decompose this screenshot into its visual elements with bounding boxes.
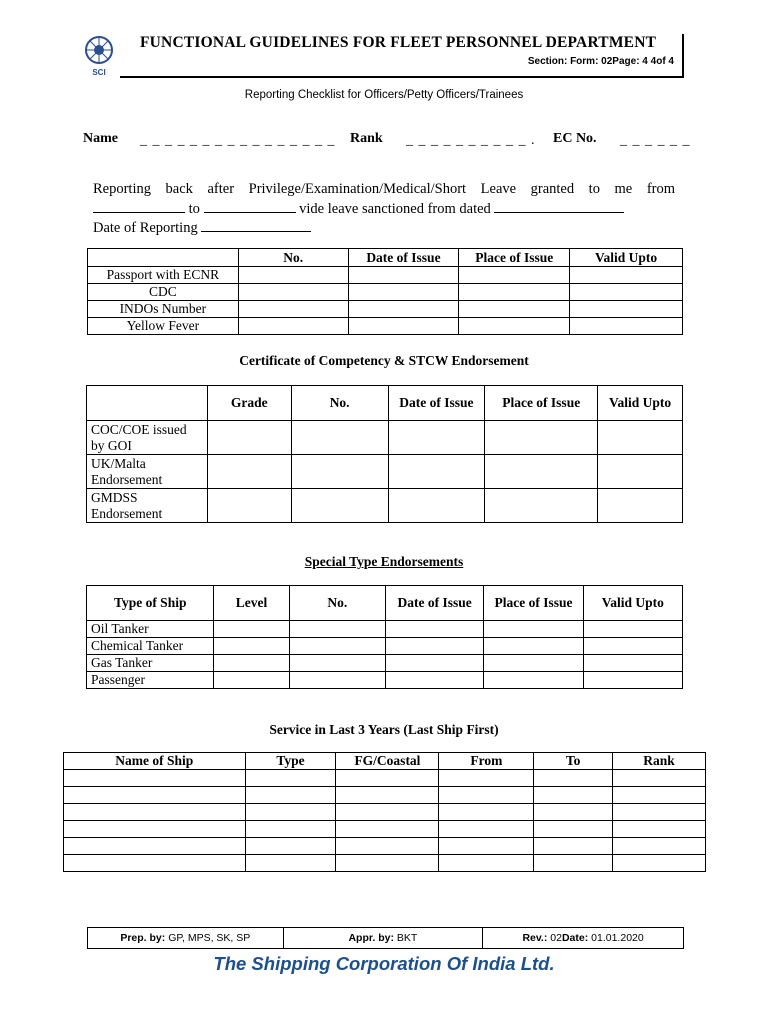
table-cell[interactable] [613, 787, 706, 804]
name-label: Name [83, 131, 118, 146]
appr-label: Appr. by: [348, 932, 394, 944]
table-cell[interactable] [207, 421, 291, 455]
table-cell[interactable] [583, 655, 682, 672]
sci-logo [78, 33, 120, 79]
table-cell[interactable] [385, 621, 483, 638]
date-label: Date: [561, 932, 589, 944]
service-header-ship: Name of Ship [64, 753, 246, 770]
table-cell[interactable] [348, 267, 459, 284]
table-cell[interactable] [534, 787, 613, 804]
table-cell[interactable] [214, 672, 289, 689]
table-row [64, 855, 706, 872]
prep-value: GP, MPS, SK, SP [168, 932, 251, 944]
special-header-valid: Valid Upto [583, 586, 682, 621]
table-cell[interactable] [289, 655, 385, 672]
rev-value: 02 [550, 932, 562, 944]
special-header-place: Place of Issue [484, 586, 583, 621]
doc-row-label: INDOs Number [88, 301, 239, 318]
reporting-paragraph [93, 181, 675, 238]
paragraph-line1: Reporting back after Privilege/Examination/Medical/Short Leave granted to me from [93, 181, 675, 197]
special-section-title: Special Type Endorsements [304, 554, 464, 569]
table-cell[interactable] [583, 672, 682, 689]
table-cell[interactable] [439, 804, 534, 821]
special-header-type: Type of Ship [87, 586, 214, 621]
table-cell[interactable] [336, 855, 439, 872]
table-row [64, 838, 706, 855]
table-cell[interactable] [289, 638, 385, 655]
from-date-blank[interactable] [93, 199, 185, 213]
table-cell[interactable] [214, 655, 289, 672]
appr-value: BKT [396, 932, 418, 944]
doc-header-date: Date of Issue [348, 249, 459, 267]
sanction-date-blank[interactable] [494, 199, 624, 213]
coc-header-valid: Valid Upto [598, 386, 683, 421]
table-cell[interactable] [388, 489, 485, 523]
table-cell[interactable] [348, 284, 459, 301]
rank-blank[interactable]: _ _ _ _ _ _ _ _ _ _ . [406, 133, 536, 148]
table-cell[interactable] [485, 489, 598, 523]
table-cell[interactable] [459, 318, 570, 335]
table-cell[interactable] [291, 421, 388, 455]
coc-header-place: Place of Issue [485, 386, 598, 421]
prep-cell [88, 928, 284, 949]
vide-text: vide leave sanctioned from dated [299, 200, 491, 217]
table-cell[interactable] [613, 804, 706, 821]
table-cell[interactable] [245, 804, 336, 821]
table-cell[interactable] [583, 638, 682, 655]
table-cell[interactable] [385, 672, 483, 689]
table-cell[interactable] [459, 301, 570, 318]
table-cell[interactable] [207, 455, 291, 489]
coc-header-no: No. [291, 386, 388, 421]
coc-header-date: Date of Issue [388, 386, 485, 421]
table-cell[interactable] [439, 821, 534, 838]
rev-cell [483, 928, 684, 949]
prep-label: Prep. by: [120, 932, 166, 944]
coc-header-blank [87, 386, 208, 421]
date-of-reporting-blank[interactable] [201, 218, 311, 232]
ec-blank[interactable]: _ _ _ _ _ _ [620, 133, 691, 148]
header-rule-vertical [682, 34, 684, 78]
table-row [64, 804, 706, 821]
paragraph-line3 [93, 218, 675, 238]
table-row [64, 821, 706, 838]
table-cell[interactable] [385, 638, 483, 655]
table-cell[interactable] [336, 838, 439, 855]
table-cell[interactable] [214, 621, 289, 638]
section-form-page: Section: Form: 02Page: 4 4of 4 [527, 56, 674, 67]
coc-row-label: COC/COE issued by GOI [87, 421, 208, 455]
table-cell[interactable] [534, 838, 613, 855]
footer-table [87, 927, 684, 949]
table-cell[interactable] [245, 787, 336, 804]
table-cell[interactable] [484, 621, 583, 638]
date-of-reporting-label: Date of Reporting [93, 220, 198, 236]
rank-label: Rank [350, 131, 383, 146]
name-blank[interactable]: _ _ _ _ _ _ _ _ _ _ _ _ _ _ _ _ [140, 133, 336, 148]
table-cell[interactable] [336, 787, 439, 804]
table-cell[interactable] [613, 855, 706, 872]
table-row [64, 787, 706, 804]
table-cell[interactable] [613, 770, 706, 787]
table-cell[interactable] [245, 855, 336, 872]
table-cell[interactable] [238, 284, 348, 301]
coc-table [86, 385, 683, 523]
document-title: FUNCTIONAL GUIDELINES FOR FLEET PERSONNEL DEPARTMENT [140, 34, 657, 51]
ec-label: EC No. [553, 131, 597, 146]
table-cell[interactable] [64, 770, 246, 787]
doc-row-label: Passport with ECNR [88, 267, 239, 284]
service-table [63, 752, 706, 872]
doc-header-no: No. [238, 249, 348, 267]
table-cell[interactable] [613, 838, 706, 855]
special-row-label: Passenger [87, 672, 214, 689]
company-name: The Shipping Corporation Of India Ltd. [213, 953, 555, 974]
table-cell[interactable] [64, 855, 246, 872]
doc-row-label: Yellow Fever [88, 318, 239, 335]
table-cell[interactable] [291, 455, 388, 489]
table-cell[interactable] [245, 770, 336, 787]
table-cell[interactable] [439, 855, 534, 872]
table-cell[interactable] [484, 638, 583, 655]
header-rule-horizontal [120, 76, 684, 78]
table-cell[interactable] [459, 284, 570, 301]
special-row-label: Chemical Tanker [87, 638, 214, 655]
table-cell[interactable] [238, 318, 348, 335]
table-cell[interactable] [289, 672, 385, 689]
table-cell[interactable] [388, 455, 485, 489]
table-cell[interactable] [439, 838, 534, 855]
coc-header-grade: Grade [207, 386, 291, 421]
special-header-no: No. [289, 586, 385, 621]
table-cell[interactable] [291, 489, 388, 523]
table-cell[interactable] [534, 804, 613, 821]
table-cell[interactable] [570, 318, 683, 335]
rev-label: Rev.: [522, 932, 548, 944]
table-cell[interactable] [484, 655, 583, 672]
table-cell[interactable] [598, 421, 683, 455]
table-cell[interactable] [238, 301, 348, 318]
table-cell[interactable] [570, 267, 683, 284]
doc-header-valid: Valid Upto [570, 249, 683, 267]
table-cell[interactable] [613, 821, 706, 838]
table-cell[interactable] [348, 301, 459, 318]
service-section-title: Service in Last 3 Years (Last Ship First) [269, 722, 499, 737]
table-cell[interactable] [238, 267, 348, 284]
doc-row-label: CDC [88, 284, 239, 301]
coc-row-label: UK/Malta Endorsement [87, 455, 208, 489]
special-row-label: Gas Tanker [87, 655, 214, 672]
table-cell[interactable] [245, 838, 336, 855]
service-header-type: Type [245, 753, 336, 770]
table-cell[interactable] [64, 787, 246, 804]
table-cell[interactable] [534, 770, 613, 787]
table-row [64, 770, 706, 787]
table-cell[interactable] [485, 455, 598, 489]
checklist-title: Reporting Checklist for Officers/Petty Officers/Trainees [244, 89, 524, 101]
table-cell[interactable] [484, 672, 583, 689]
table-cell[interactable] [459, 267, 570, 284]
special-row-label: Oil Tanker [87, 621, 214, 638]
special-header-date: Date of Issue [385, 586, 483, 621]
table-cell[interactable] [245, 821, 336, 838]
to-text: to [188, 200, 200, 217]
special-header-level: Level [214, 586, 289, 621]
coc-row-label: GMDSS Endorsement [87, 489, 208, 523]
service-header-fg: FG/Coastal [336, 753, 439, 770]
logo-text: SCI [92, 68, 106, 77]
table-cell[interactable] [214, 638, 289, 655]
table-cell[interactable] [348, 318, 459, 335]
table-cell[interactable] [336, 804, 439, 821]
table-cell[interactable] [289, 621, 385, 638]
table-cell[interactable] [439, 787, 534, 804]
table-cell[interactable] [598, 455, 683, 489]
special-table [86, 585, 683, 689]
table-cell[interactable] [388, 421, 485, 455]
to-date-blank[interactable] [204, 199, 296, 213]
table-cell[interactable] [583, 621, 682, 638]
table-cell[interactable] [598, 489, 683, 523]
table-cell[interactable] [64, 821, 246, 838]
table-cell[interactable] [485, 421, 598, 455]
doc-header-place: Place of Issue [459, 249, 570, 267]
table-cell[interactable] [385, 655, 483, 672]
table-cell[interactable] [439, 770, 534, 787]
table-cell[interactable] [336, 821, 439, 838]
paragraph-line2 [93, 199, 675, 219]
table-cell[interactable] [207, 489, 291, 523]
table-cell[interactable] [534, 821, 613, 838]
table-cell[interactable] [570, 301, 683, 318]
date-value: 01.01.2020 [591, 932, 644, 944]
doc-header-blank [88, 249, 239, 267]
table-cell[interactable] [534, 855, 613, 872]
table-cell[interactable] [570, 284, 683, 301]
table-cell[interactable] [64, 804, 246, 821]
table-cell[interactable] [336, 770, 439, 787]
service-header-rank: Rank [613, 753, 706, 770]
appr-cell [283, 928, 483, 949]
documents-table [87, 248, 683, 335]
service-header-from: From [439, 753, 534, 770]
service-header-to: To [534, 753, 613, 770]
coc-section-title: Certificate of Competency & STCW Endorsement [239, 353, 529, 368]
table-cell[interactable] [64, 838, 246, 855]
